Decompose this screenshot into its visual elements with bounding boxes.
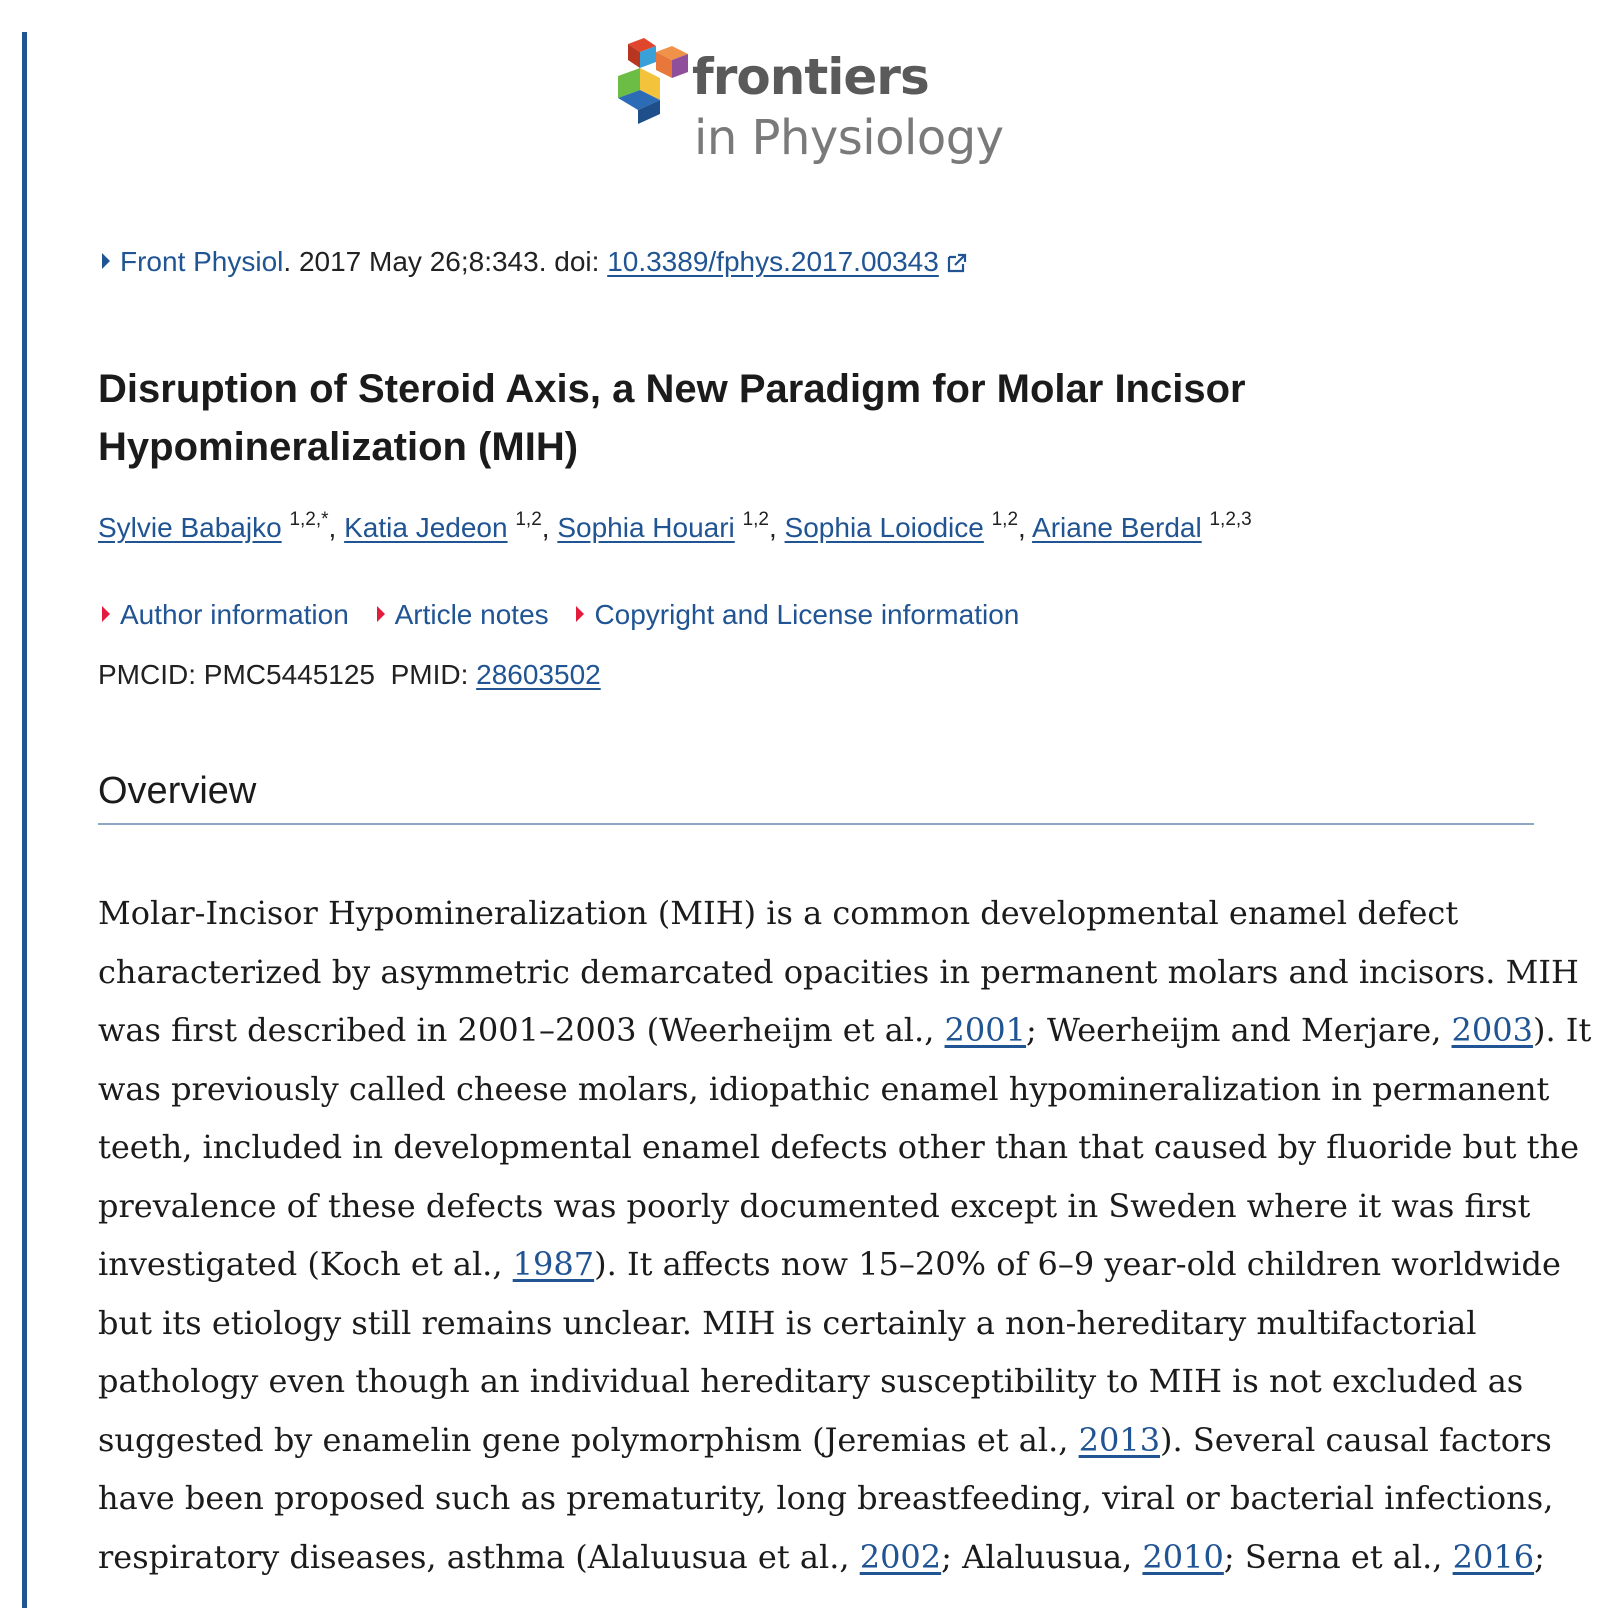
paragraph-text: ). Several causal factors (1160, 1420, 1552, 1459)
copyright-license-toggle[interactable] (576, 599, 1019, 630)
author-list (98, 510, 1252, 546)
paragraph-line (98, 1001, 1592, 1060)
reference-year-link[interactable]: 2013 (1078, 1420, 1161, 1459)
paragraph-text: teeth, included in developmental enamel defects other than that caused by fluoride but the (98, 1128, 1580, 1166)
paragraph-text: was previously called cheese molars, idiopathic enamel hypomineralization in permanent (98, 1069, 1550, 1108)
expand-triangle-icon (102, 606, 110, 622)
paragraph-line (98, 1528, 1545, 1587)
author-affiliation: 1,2 (742, 509, 769, 530)
paragraph-text: investigated (Koch et al., (98, 1245, 513, 1283)
journal-link[interactable]: Front Physiol (120, 246, 284, 277)
author-affiliation: 1,2,3 (1209, 509, 1252, 530)
paragraph-text: ; Alaluusua, (941, 1537, 1143, 1576)
expand-triangle-icon (576, 606, 584, 622)
paragraph-line (98, 1352, 1538, 1411)
section-divider (98, 823, 1534, 825)
paragraph-line (98, 943, 1579, 1002)
reference-year-link[interactable]: 2010 (1142, 1537, 1224, 1576)
external-link-icon[interactable] (945, 251, 969, 275)
logo-word-journal: in Physiology (694, 110, 1004, 166)
paragraph-text: ). It affects now 15–20% of 6–9 year-old children worldwide (594, 1245, 1561, 1283)
frontiers-cube-logo-icon (616, 38, 692, 124)
author-information-toggle[interactable] (102, 599, 349, 630)
journal-logo[interactable] (616, 36, 1036, 176)
paragraph-line (98, 1235, 1561, 1294)
pmcid-label: PMCID: (98, 659, 204, 690)
pmid-label: PMID: (390, 659, 477, 690)
paragraph-text: ; (1534, 1537, 1545, 1576)
author-separator: , (1018, 512, 1033, 543)
author-link[interactable]: Katia Jedeon (344, 512, 508, 543)
citation-line (102, 248, 969, 276)
paragraph-line (98, 884, 1538, 943)
article-ids (98, 661, 601, 689)
paragraph-text: pathology even though an individual hereditary susceptibility to MIH is not excluded as (98, 1362, 1524, 1400)
article-title: Disruption of Steroid Axis, a New Paradigm for Molar Incisor Hypomineralization (MIH) (98, 367, 1246, 469)
article-notes-toggle[interactable] (377, 599, 549, 630)
paragraph-line (98, 1118, 1580, 1177)
section-heading-overview: Overview (98, 770, 257, 812)
toggle-label: Author information (120, 599, 349, 630)
logo-word-frontiers: frontiers (692, 48, 929, 106)
paragraph-line (98, 1469, 1554, 1528)
paragraph-text: prevalence of these defects was poorly documented except in Sweden where it was first (98, 1186, 1531, 1225)
reference-year-link[interactable]: 2002 (859, 1537, 942, 1576)
paragraph-text: ; Weerheijm and Merjare, (1025, 1011, 1452, 1049)
paragraph-text: was first described in 2001–2003 (Weerheijm et al., (98, 1011, 945, 1049)
author-link[interactable]: Ariane Berdal (1032, 512, 1202, 543)
reference-year-link[interactable]: 2003 (1451, 1011, 1533, 1049)
paragraph-text: characterized by asymmetric demarcated opacities in permanent molars and incisors. MIH (98, 952, 1579, 991)
toggle-label: Copyright and License information (594, 599, 1020, 630)
paragraph-text: ; Serna et al., (1223, 1537, 1453, 1576)
paragraph-text: but its etiology still remains unclear. MIH is certainly a non-hereditary multifactorial (98, 1303, 1477, 1342)
pmid-link[interactable]: 28603502 (476, 659, 601, 690)
author-affiliation: 1,2 (991, 509, 1019, 530)
expand-triangle-icon (102, 253, 110, 269)
expand-triangle-icon (377, 606, 385, 622)
paragraph-text: ). It (1532, 1011, 1592, 1049)
paragraph-line (98, 1177, 1538, 1236)
author-link[interactable]: Sophia Loiodice (784, 512, 984, 543)
paragraph-line (98, 1294, 1538, 1353)
article-info-toggles (102, 601, 1039, 629)
paragraph-text: Molar-Incisor Hypomineralization (MIH) is a common developmental enamel defect (98, 894, 1459, 932)
paragraph-line (98, 1411, 1552, 1470)
citation-details: . 2017 May 26;8:343. doi: (283, 246, 608, 277)
reference-year-link[interactable]: 2001 (944, 1011, 1026, 1049)
author-separator: , (541, 512, 558, 543)
left-accent-bar (22, 32, 27, 1608)
paragraph-line (98, 1060, 1550, 1119)
author-link[interactable]: Sylvie Babajko (98, 512, 282, 543)
toggle-label: Article notes (394, 599, 549, 630)
paragraph-text: suggested by enamelin gene polymorphism (Jeremias et al., (98, 1420, 1079, 1459)
doi-link[interactable]: 10.3389/fphys.2017.00343 (607, 246, 939, 277)
paragraph-text: have been proposed such as prematurity, long breastfeeding, viral or bacterial infections, (98, 1479, 1554, 1517)
reference-year-link[interactable]: 2016 (1452, 1537, 1535, 1576)
author-separator: , (328, 512, 345, 543)
author-separator: , (768, 512, 785, 543)
author-affiliation: 1,2 (515, 509, 542, 530)
author-link[interactable]: Sophia Houari (557, 512, 735, 543)
author-affiliation: 1,2,* (289, 509, 329, 530)
pmcid-value: PMC5445125 (203, 659, 376, 690)
overview-paragraph (98, 884, 1592, 1586)
paragraph-text: respiratory diseases, asthma (Alaluusua et al., (98, 1537, 860, 1576)
reference-year-link[interactable]: 1987 (512, 1245, 595, 1283)
